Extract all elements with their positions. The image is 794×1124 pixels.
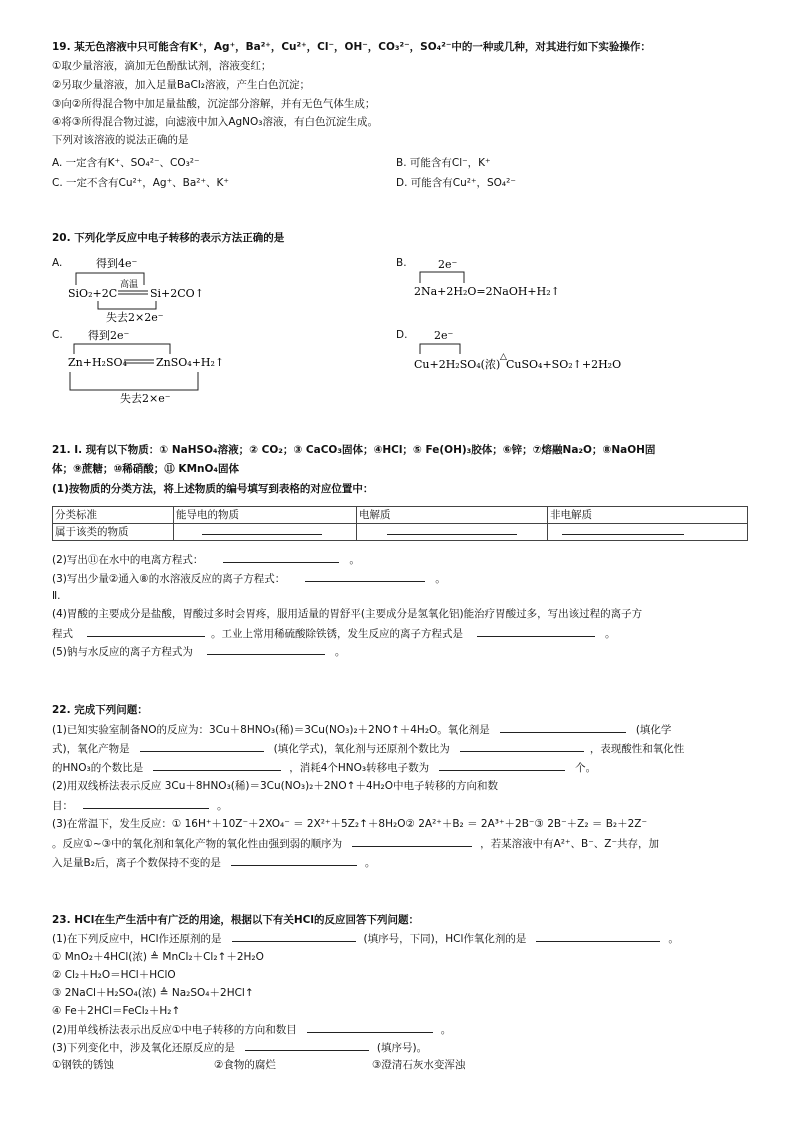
q21-part1: (1)按物质的分类方法，将上述物质的编号填写到表格的对应位置中： (52, 483, 374, 495)
q23-reaction-1: ① MnO₂＋4HCl(浓) ≜ MnCl₂＋Cl₂↑＋2H₂O (52, 951, 264, 963)
table-row (53, 507, 748, 524)
q23-reaction-4: ④ Fe＋2HCl＝FeCl₂＋H₂↑ (52, 1005, 181, 1017)
answer-conductive[interactable] (174, 524, 357, 541)
q23-stem: 23. HCl在生产生活中有广泛的用途，根据以下有关HCl的反应回答下列问题： (52, 914, 419, 926)
q20-option-c-letter[interactable]: C. (52, 329, 63, 341)
q22-part3-cont: 。反应①~③中的氧化剂和氧化产物的氧化性由强到弱的顺序为 ，若某溶液中有A²⁺、B⁻、Z⁻共存，加 (52, 838, 660, 850)
q21-part4-cont: 程式 。工业上常用稀硫酸除铁锈，发生反应的离子方程式是 。 (52, 628, 616, 640)
q21-stem: 21. Ⅰ. 现有以下物质：① NaHSO₄溶液；② CO₂；③ CaCO₃固体；④HCl；⑤ Fe(OH)₃胶体；⑥锌；⑦熔融Na₂O；⑧NaOH固 (52, 444, 656, 456)
q20-a-condition: 高温 (120, 280, 139, 290)
q19-ask: 下列对该溶液的说法正确的是 (52, 134, 189, 146)
q19-step-3: ③向②所得混合物中加足量盐酸，沉淀部分溶解，并有无色气体生成； (52, 98, 376, 110)
answer-blank[interactable] (140, 741, 264, 752)
q20-a-right: Si+2CO↑ (150, 287, 204, 300)
q20-option-a-diagram (66, 255, 216, 325)
answer-blank[interactable] (245, 1040, 369, 1051)
q20-c-bottom-label: 失去2×e⁻ (120, 392, 171, 404)
q23-reaction-3: ③ 2NaCl＋H₂SO₄(浓) ≜ Na₂SO₄＋2HCl↑ (52, 987, 254, 999)
q21-part2: (2)写出⑪在水中的电离方程式： 。 (52, 554, 360, 566)
q20-stem: 20. 下列化学反应中电子转移的表示方法正确的是 (52, 232, 285, 244)
answer-blank[interactable] (307, 1022, 433, 1033)
q22-part2-cont: 目： 。 (52, 800, 228, 812)
q20-a-bottom-bridge (98, 301, 156, 309)
q21-stem-cont: 体；⑨蔗糖；⑩稀硝酸；⑪ KMnO₄固体 (52, 463, 240, 475)
q19-option-d[interactable]: D. 可能含有Cu²⁺，SO₄²⁻ (396, 177, 516, 189)
answer-blank[interactable] (153, 760, 281, 771)
table-header-electrolyte: 电解质 (357, 507, 548, 524)
table-header-standard: 分类标准 (53, 507, 174, 524)
q19-option-b[interactable]: B. 可能含有Cl⁻，K⁺ (396, 157, 491, 169)
answer-blank[interactable] (477, 626, 595, 637)
q20-d-right: CuSO₄+SO₂↑+2H₂O (506, 358, 622, 371)
answer-nonelectrolyte[interactable] (548, 524, 748, 541)
answer-blank[interactable] (232, 931, 356, 942)
q20-a-bottom-label: 失去2×2e⁻ (106, 311, 164, 324)
q23-part1: (1)在下列反应中，HCl作还原剂的是 (填序号，下同)，HCl作氧化剂的是 。 (52, 933, 679, 945)
q20-b-bridge (420, 272, 464, 283)
q23-option-1[interactable]: ①钢铁的锈蚀 (52, 1059, 114, 1071)
q22-part3: (3)在常温下，发生反应：① 16H⁺＋10Z⁻＋2XO₄⁻ ＝ 2X²⁺＋5Z₂↑＋8H₂O② 2A²⁺＋B₂ ＝ 2A³⁺＋2B⁻③ 2B⁻＋Z₂ ＝ B₂＋2Z⁻ (52, 818, 648, 830)
q23-option-3[interactable]: ③澄清石灰水变浑浊 (372, 1059, 466, 1071)
q20-d-top-label: 2e⁻ (434, 329, 454, 342)
q23-part3: (3)下列变化中，涉及氧化还原反应的是 (填序号)。 (52, 1042, 428, 1054)
q22-part1-cont: 式)，氧化产物是 (填化学式)，氧化剂与还原剂个数比为 ，表现酸性和氧化性 (52, 743, 685, 755)
q20-b-top-label: 2e⁻ (438, 258, 458, 271)
q19-step-2: ②另取少量溶液，加入足量BaCl₂溶液，产生白色沉淀； (52, 79, 311, 91)
table-header-nonelectrolyte: 非电解质 (548, 507, 748, 524)
q21-section-2: Ⅱ. (52, 590, 61, 602)
answer-blank[interactable] (305, 571, 425, 582)
q23-part2: (2)用单线桥法表示出反应①中电子转移的方向和数目 。 (52, 1024, 452, 1036)
q19-stem: 19. 某无色溶液中只可能含有K⁺，Ag⁺，Ba²⁺，Cu²⁺，Cl⁻，OH⁻，CO₃²⁻，SO₄²⁻中的一种或几种，对其进行如下实验操作： (52, 41, 651, 53)
q20-option-a-letter[interactable]: A. (52, 257, 63, 269)
answer-blank[interactable] (83, 798, 209, 809)
q20-d-left: Cu+2H₂SO₄(浓) (414, 358, 501, 371)
q22-stem: 22. 完成下列问题： (52, 704, 148, 716)
q20-option-b-letter[interactable]: B. (396, 257, 407, 269)
q20-c-left: Zn+H₂SO₄ (68, 356, 127, 369)
answer-blank[interactable] (536, 931, 660, 942)
answer-blank[interactable] (87, 626, 205, 637)
q22-part2: (2)用双线桥法表示反应 3Cu＋8HNO₃(稀)＝3Cu(NO₃)₂＋2NO↑＋4H₂O中电子转移的方向和数 (52, 780, 499, 792)
q21-classification-table (52, 506, 748, 541)
answer-blank[interactable] (352, 836, 472, 847)
answer-blank[interactable] (223, 552, 339, 563)
q20-c-top-bridge (74, 344, 170, 354)
q21-part4: (4)胃酸的主要成分是盐酸，胃酸过多时会胃疼，服用适量的胃舒平(主要成分是氢氧化铝)能治疗胃酸过多，写出该过程的离子方 (52, 608, 643, 620)
q20-c-bottom-bridge (70, 372, 198, 390)
q19-step-4: ④将③所得混合物过滤，向滤液中加入AgNO₃溶液，有白色沉淀生成。 (52, 116, 379, 128)
q19-step-1: ①取少量溶液，滴加无色酚酞试剂，溶液变红； (52, 60, 272, 72)
q23-option-2[interactable]: ②食物的腐烂 (214, 1059, 276, 1071)
q20-option-c-diagram (66, 326, 236, 404)
q21-part3: (3)写出少量②通入⑧的水溶液反应的离子方程式： 。 (52, 573, 446, 585)
q22-part3-cont2: 入足量B₂后，离子个数保持不变的是 。 (52, 857, 376, 869)
q20-a-left: SiO₂+2C (68, 287, 118, 300)
q20-option-d-letter[interactable]: D. (396, 329, 408, 341)
q21-part5: (5)钠与水反应的离子方程式为 。 (52, 646, 346, 658)
q20-c-right: ZnSO₄+H₂↑ (156, 356, 225, 369)
q20-option-b-diagram (410, 255, 570, 300)
q19-option-c[interactable]: C. 一定不含有Cu²⁺，Ag⁺、Ba²⁺、K⁺ (52, 177, 229, 189)
table-row (53, 524, 748, 541)
q22-part1: (1)已知实验室制备NO的反应为：3Cu＋8HNO₃(稀)＝3Cu(NO₃)₂＋2NO↑＋4H₂O。氧化剂是 (填化学 (52, 724, 672, 736)
answer-blank[interactable] (439, 760, 565, 771)
table-row-label: 属于该类的物质 (53, 524, 174, 541)
q20-d-condition: △ (500, 352, 507, 362)
answer-blank[interactable] (460, 741, 584, 752)
answer-blank[interactable] (231, 855, 357, 866)
q23-reaction-2: ② Cl₂＋H₂O＝HCl＋HClO (52, 969, 176, 981)
table-header-conductive: 能导电的物质 (174, 507, 357, 524)
q22-part1-cont2: 的HNO₃的个数比是 ，消耗4个HNO₃转移电子数为 个。 (52, 762, 597, 774)
q20-c-top-label: 得到2e⁻ (88, 329, 130, 342)
answer-blank[interactable] (207, 644, 325, 655)
answer-electrolyte[interactable] (357, 524, 548, 541)
answer-blank[interactable] (500, 722, 626, 733)
q19-option-a[interactable]: A. 一定含有K⁺、SO₄²⁻、CO₃²⁻ (52, 157, 200, 169)
q20-a-top-label: 得到4e⁻ (96, 257, 138, 270)
q20-option-d-diagram (410, 326, 640, 374)
q20-b-equation: 2Na+2H₂O=2NaOH+H₂↑ (414, 285, 560, 298)
q20-d-bridge (420, 344, 460, 354)
